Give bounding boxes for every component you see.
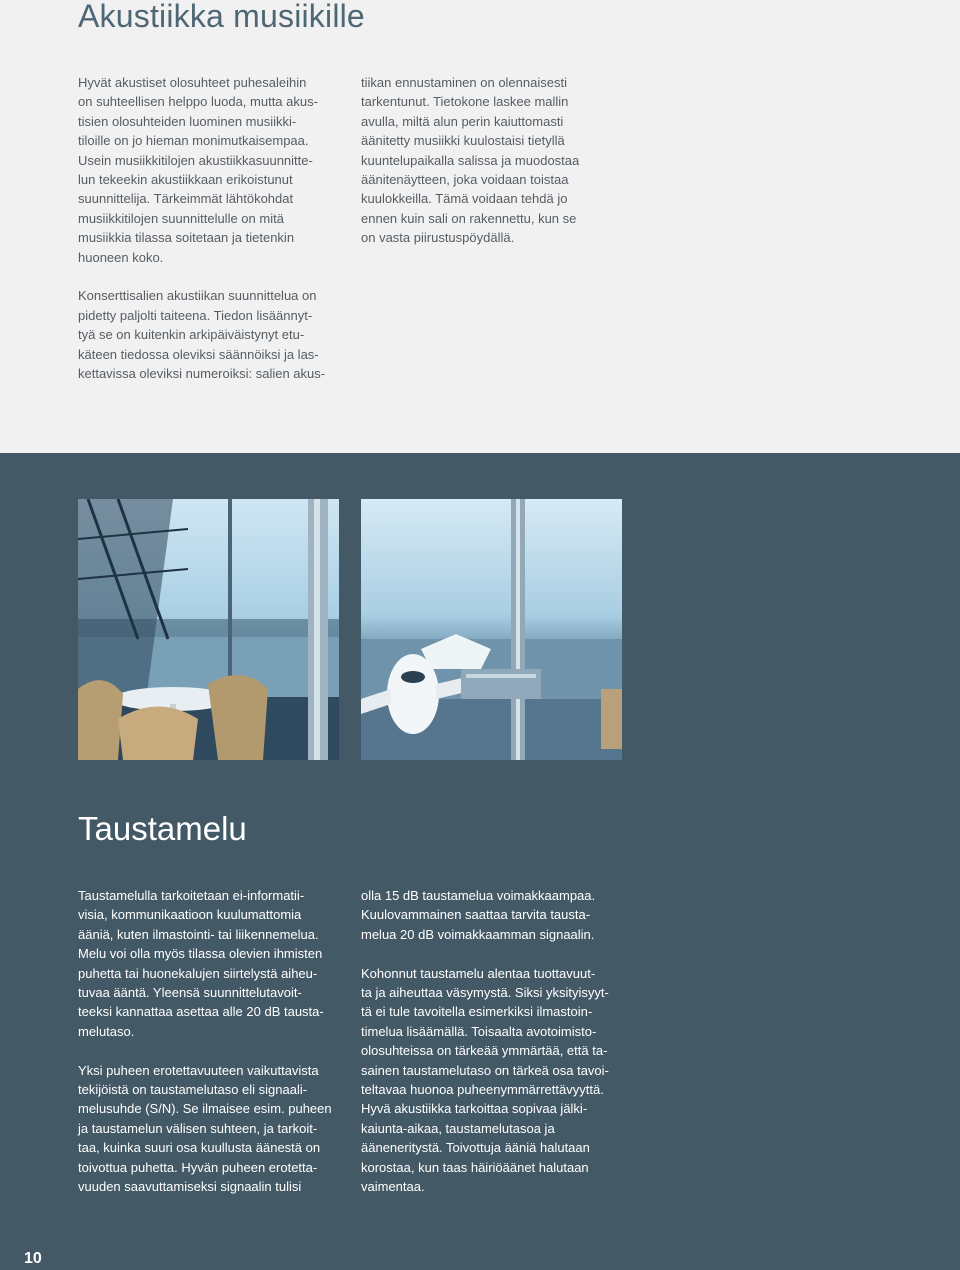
- text-column-right-1: [361, 73, 623, 248]
- page-number: 10: [24, 1250, 42, 1267]
- paragraph: Taustamelulla tarkoitetaan ei-informatii- visia, kommunikaatioon kuulumattomia ääniä, kuten ilmastointi- tai liikennemelua. Melu voi olla myös tilassa olevien ihmisten puhetta tai huonekalujen siirtelystä aiheu- tuvaa ääntä. Yleensä suunnittelutavoit- teeksi kannattaa asettaa alle 20 dB tausta- melutaso.: [78, 888, 324, 1039]
- paragraph: Kohonnut taustamelu alentaa tuottavuut- ta ja aiheuttaa väsymystä. Siksi yksityisyyt- tä ei tule tavoitella esimerkiksi ilmastoin- timelua lisäämällä. Toisaalta avotoimisto- olosuhteissa on tärkeää ymmärtää, että ta- sainen taustamelutaso on tärkeä osa tavoi- teltavaa huonoa puheenymmärrettävyyttä. Hyvä akustiikka tarkoittaa sopivaa jälki- kaiunta-aikaa, taustamelutasoa ja ääneneritystä. Toivottuja ääniä halutaan korostaa, kun taas häiriöäänet halutaan vaimentaa.: [361, 965, 609, 1195]
- text-column-left-1: [78, 73, 340, 383]
- text-column-right-2: [361, 886, 623, 1196]
- photo-airplane-gate: [361, 499, 622, 760]
- paragraph: tiikan ennustaminen on olennaisesti tarkentunut. Tietokone laskee mallin avulla, miltä alun perin kaiuttomasti äänitetty musiikki kuulostaisi tietyllä kuuntelupaikalla salissa ja muodostaa äänitenäytteen, joka voidaan toistaa kuulokkeilla. Tämä voidaan tehdä jo ennen kuin sali on rakennettu, kun se on vasta piirustuspöydällä.: [361, 75, 580, 246]
- photo-airport-cafe: [78, 499, 339, 760]
- paragraph: olla 15 dB taustamelua voimakkaampaa. Kuulovammainen saattaa tarvita tausta- melua 20 dB voimakkaamman signaalin.: [361, 888, 596, 942]
- text-column-left-2: [78, 886, 340, 1196]
- section-title-taustamelu: Taustamelu: [78, 810, 247, 847]
- paragraph: Hyvät akustiset olosuhteet puhesaleihin on suhteellisen helppo luoda, mutta akus- tisien olosuhteiden luominen musiikki- tiloille on jo hieman monimutkaisempaa. Usein musiikkitilojen akustiikkasuunnitte- lun tekeekin akustiikkaan erikoistunut suunnittelija. Tärkeimmät lähtökohdat musiikkitilojen suunnittelulle on mitä musiikkia tilassa soitetaan ja tietenkin huoneen koko.: [78, 75, 318, 265]
- paragraph: Konserttisalien akustiikan suunnittelua on pidetty paljolti taiteena. Tiedon lisäännyt- tyä se on kuitenkin arkipäiväistynyt etu- käteen tiedossa oleviksi säännöiksi ja las- kettavissa oleviksi numeroiksi: salien akus-: [78, 288, 326, 382]
- paragraph: Yksi puheen erotettavuuteen vaikuttavista tekijöistä on taustamelutaso eli signaali- melusuhde (S/N). Se ilmaisee esim. puheen ja taustamelun välisen suhteen, ja tarkoit- taa, kuinka suuri osa kuullusta äänestä on toivottua puhetta. Hyvän puheen erotetta- vuuden saavuttamiseksi signaalin tulisi: [78, 1062, 332, 1195]
- section-title-akustiikka: Akustiikka musiikille: [78, 0, 365, 34]
